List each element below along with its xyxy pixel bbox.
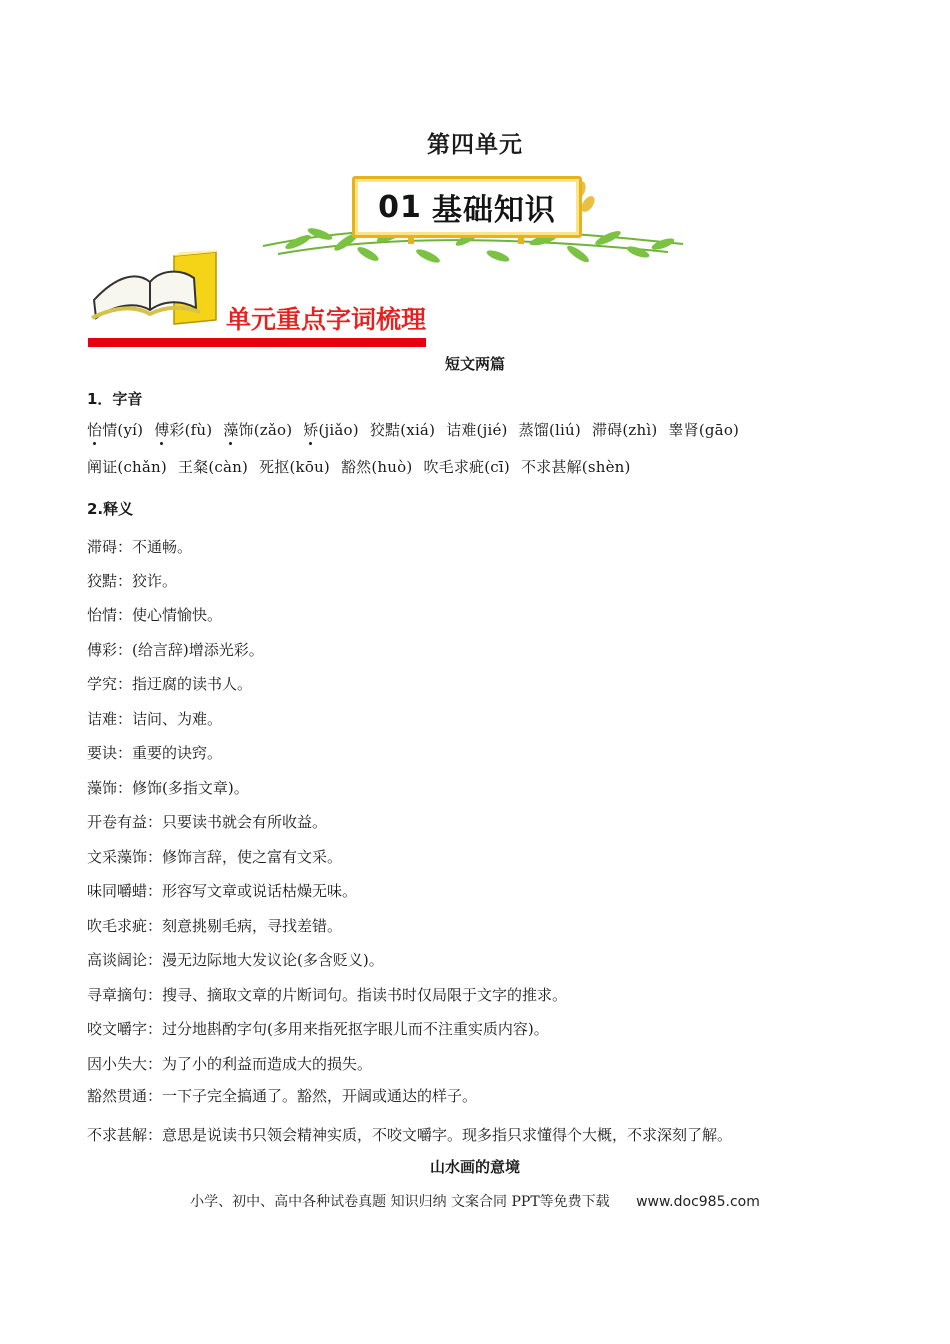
pinyin-item (87, 458, 167, 476)
definition-item: 不求甚解：意思是说读书只领会精神实质，不咬文嚼字。现多指只求懂得个大概，不求深刻了解。 (87, 1126, 733, 1144)
pinyin-text: 诘难(jié) (446, 421, 508, 439)
pinyin-text: (jiǎo) (318, 421, 359, 439)
dotted-char: 怡 (87, 421, 103, 439)
definition-item: 因小失大：为了小的利益而造成大的损失。 (87, 1055, 373, 1073)
pinyin-item (446, 421, 507, 439)
next-section-title: 山水画的意境 (429, 1158, 520, 1176)
definition-item: 吹毛求疵：刻意挑剔毛病，寻找差错。 (87, 917, 343, 935)
pinyin-item (519, 421, 581, 439)
definition-item: 傅彩：(给言辞)增添光彩。 (87, 641, 264, 659)
section-header (88, 248, 428, 350)
pinyin-item (592, 421, 657, 439)
unit-title: 第四单元 (427, 132, 523, 158)
banner-text: 基础知识 (431, 193, 556, 228)
pinyin-text: 阐证(chǎn) (87, 458, 167, 476)
pinyin-row-1 (87, 419, 750, 440)
pinyin-text: 王粲(càn) (177, 458, 249, 476)
banner-label (355, 179, 579, 235)
definition-item: 咬文嚼字：过分地斟酌字句(多用来指死抠字眼儿而不注重实质内容)。 (87, 1020, 549, 1038)
pinyin-text: 不求甚解(shèn) (520, 458, 631, 476)
pinyin-text: 死抠(kōu) (259, 458, 330, 476)
pinyin-text: 滞碍(zhì) (591, 421, 658, 439)
pinyin-item (259, 458, 330, 476)
footer (0, 1191, 950, 1211)
definition-item: 高谈阔论：漫无边际地大发议论(多含贬义)。 (87, 951, 384, 969)
dotted-char: 傅 (154, 421, 170, 439)
definition-item: 寻章摘句：搜寻、摘取文章的片断词句。指读书时仅局限于文字的推求。 (87, 986, 568, 1004)
pinyin-item (423, 458, 510, 476)
pinyin-item (668, 421, 739, 439)
footer-text: 小学、初中、高中各种试卷真题 知识归纳 文案合同 PPT等免费下载 (190, 1194, 610, 1210)
definition-item: 诘难：诘问、为难。 (87, 710, 223, 728)
pinyin-item (178, 458, 248, 476)
book-icon (88, 248, 222, 338)
pinyin-text: 彩(fù) (169, 421, 213, 439)
definition-item: 豁然贯通：一下子完全搞通了。豁然，开阔或通达的样子。 (87, 1087, 478, 1105)
pinyin-item (341, 458, 412, 476)
footer-url: www.doc985.com (636, 1194, 760, 1210)
section-title: 单元重点字词梳理 (226, 305, 427, 334)
dotted-char: 矫 (303, 421, 319, 439)
pinyin-row-2 (87, 456, 642, 477)
section-underline (88, 338, 426, 347)
definition-item: 味同嚼蜡：形容写文章或说话枯燥无味。 (87, 882, 358, 900)
pinyin-text: 豁然(huò) (340, 458, 413, 476)
definition-item: 滞碍：不通畅。 (87, 538, 193, 556)
definition-item: 藻饰：修饰(多指文章)。 (87, 779, 249, 797)
pinyin-item (154, 421, 212, 439)
pinyin-item (303, 421, 359, 439)
definition-item: 开卷有益：只要读书就会有所收益。 (87, 813, 328, 831)
pinyin-text: 睾肾(gāo) (668, 421, 740, 439)
pinyin-text: 饰(zǎo) (238, 421, 293, 439)
definition-item: 狡黠：狡诈。 (87, 572, 178, 590)
definition-item: 怡情：使心情愉快。 (87, 606, 223, 624)
pinyin-item (87, 421, 143, 439)
pinyin-item (370, 421, 435, 439)
pinyin-text: 蒸馏(liú) (518, 421, 581, 439)
pinyin-text: 情(yí) (102, 421, 144, 439)
pinyin-item (223, 421, 292, 439)
banner-box (352, 176, 582, 238)
definition-item: 学究：指迂腐的读书人。 (87, 675, 253, 693)
definition-item: 文采藻饰：修饰言辞，使之富有文采。 (87, 848, 343, 866)
dotted-char: 藻 (223, 421, 239, 439)
pinyin-text: 狡黠(xiá) (369, 421, 436, 439)
zi-yin-heading: 1．字音 (87, 390, 143, 408)
pinyin-text: 吹毛求疵(cī) (423, 458, 510, 476)
banner-number: 01 (378, 189, 422, 225)
sub-title: 短文两篇 (444, 355, 505, 373)
shi-yi-heading: 2.释义 (87, 500, 134, 518)
definition-item: 要诀：重要的诀窍。 (87, 744, 223, 762)
pinyin-item (521, 458, 631, 476)
